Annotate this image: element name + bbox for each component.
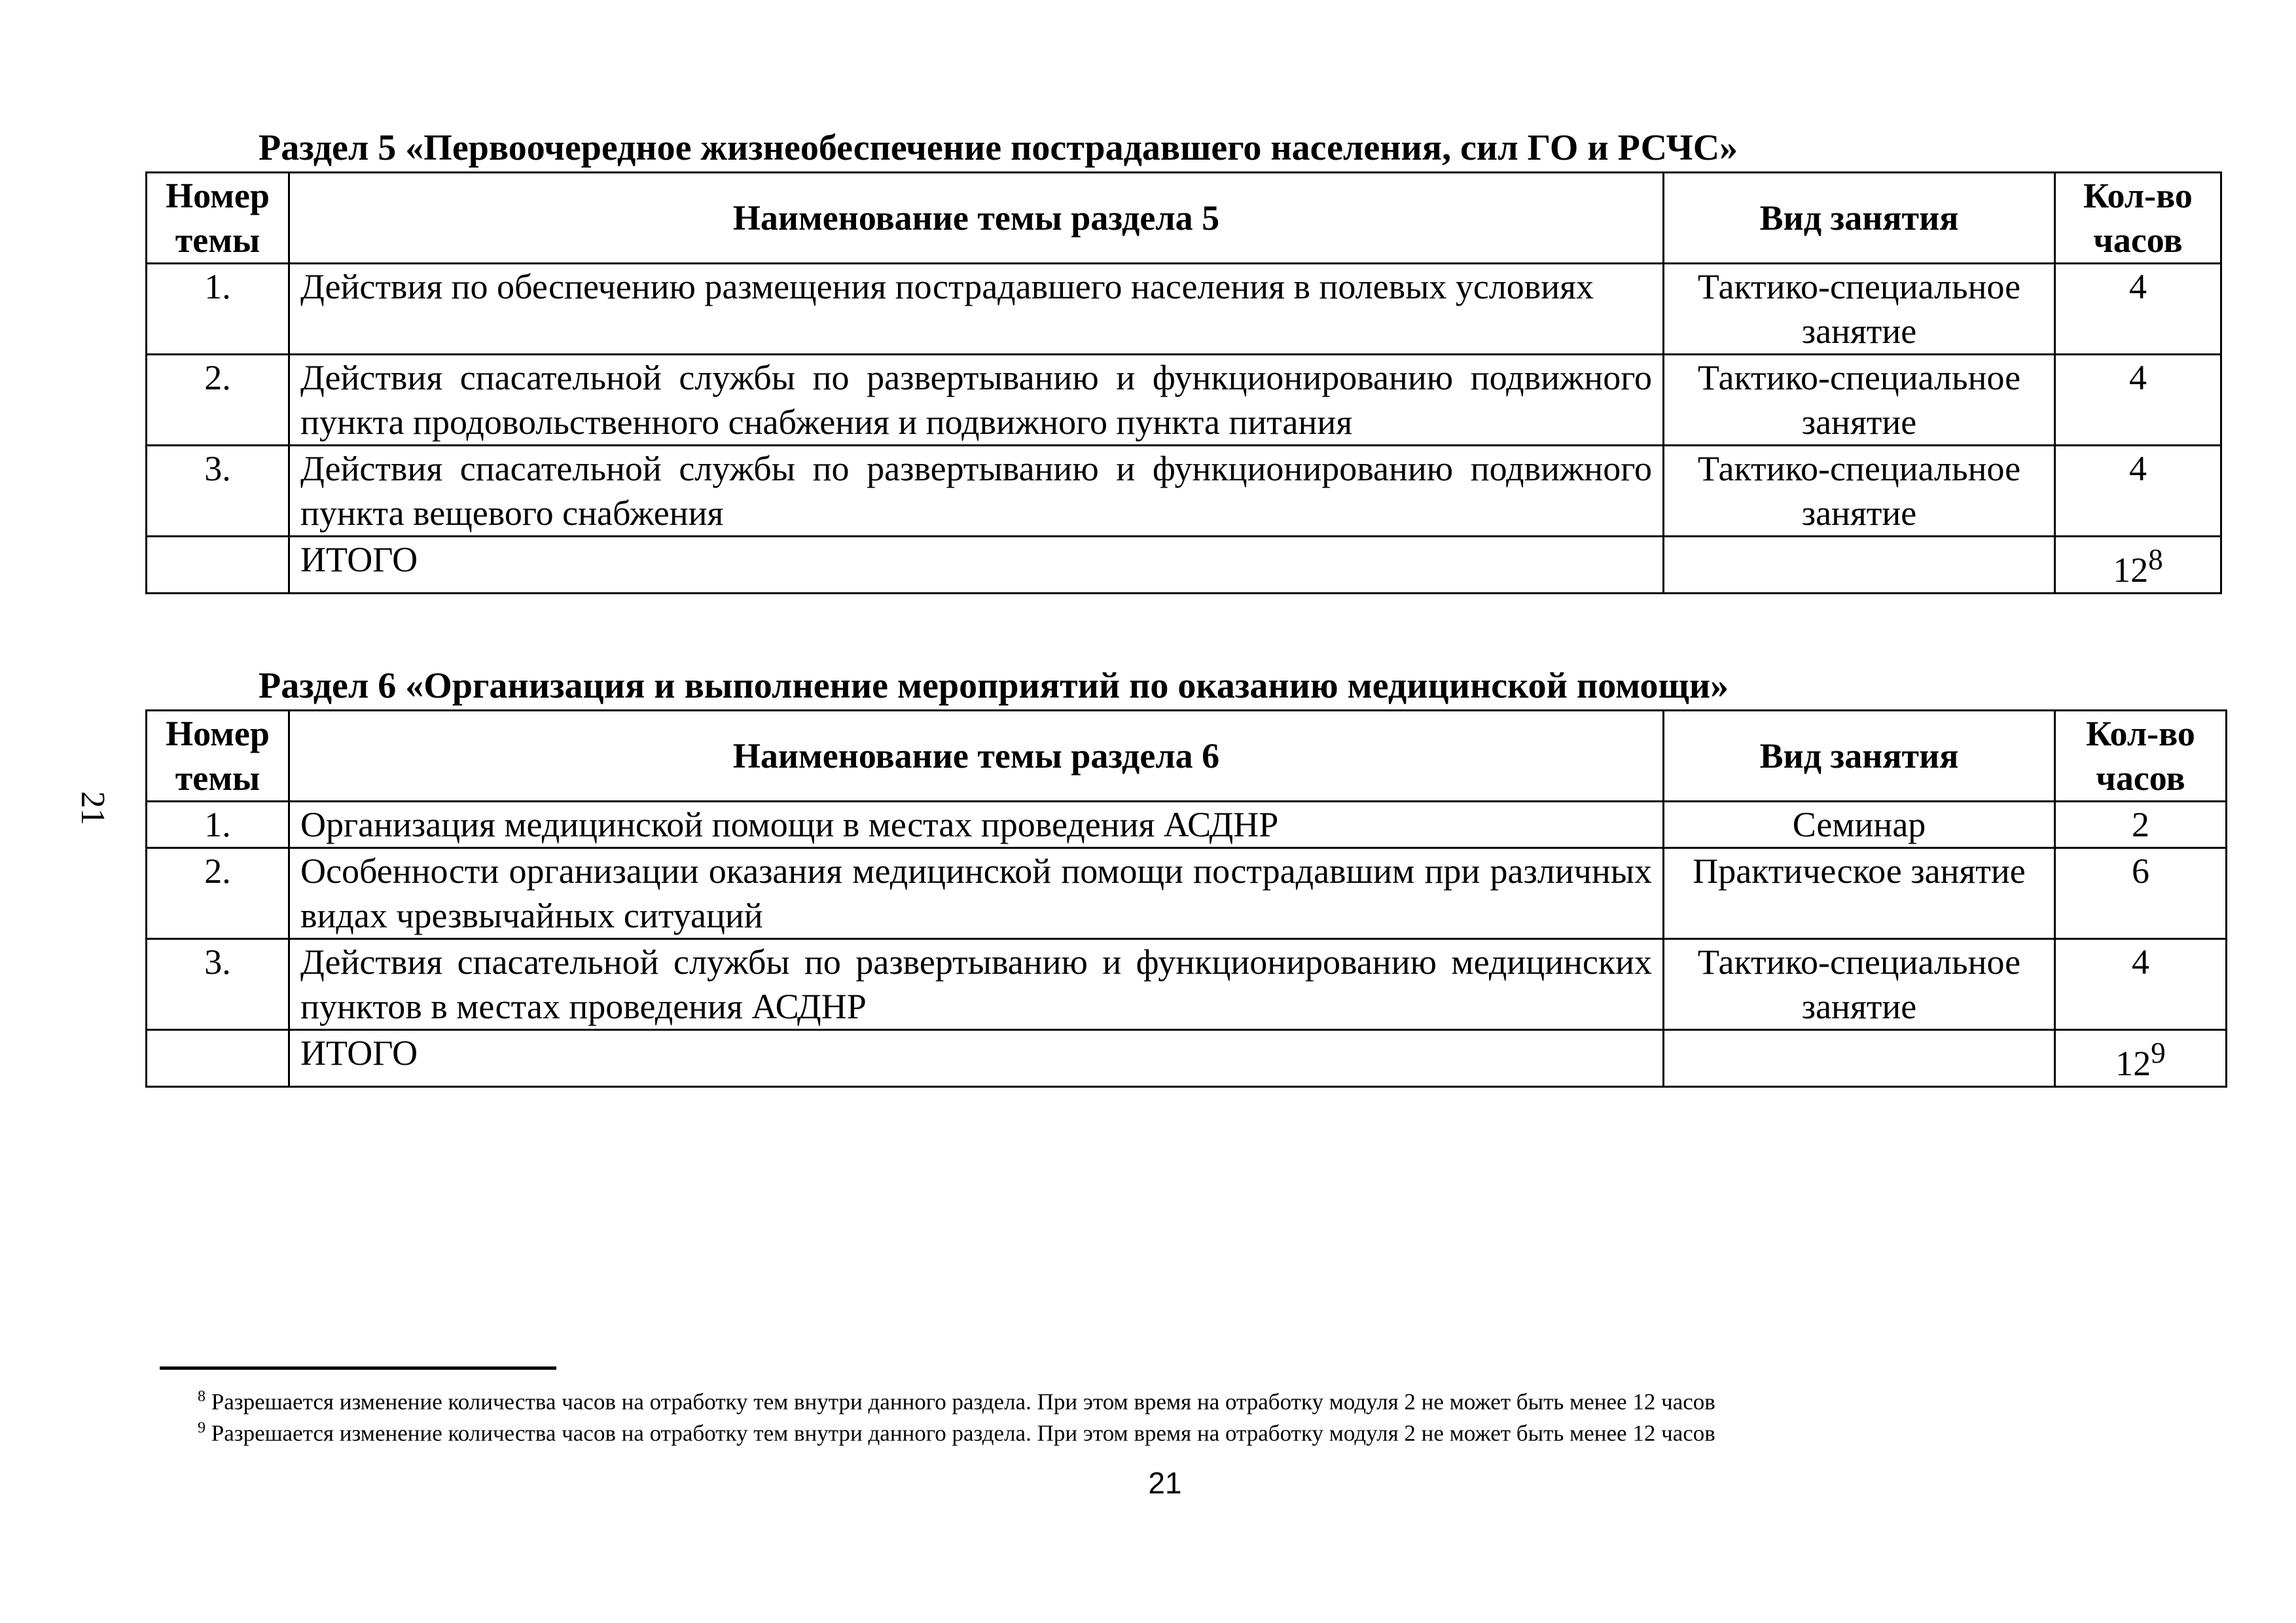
topic-number: 1. — [147, 264, 289, 355]
header-hours: Кол-во часов — [2055, 711, 2227, 802]
class-type: Тактико-специальное занятие — [1664, 355, 2055, 446]
hours: 4 — [2055, 264, 2221, 355]
footnote-mark: 8 — [198, 1388, 206, 1405]
class-type: Тактико-специальное занятие — [1664, 264, 2055, 355]
table-row — [147, 802, 2227, 848]
header-topic-name: Наименование темы раздела 6 — [289, 711, 1664, 802]
footnote — [198, 1382, 1715, 1417]
side-page-number: 21 — [74, 791, 111, 825]
topic-name: Действия спасательной службы по развертыванию и функционированию подвижного пункта продовольственного снабжения и подвижного пункта питания — [289, 355, 1664, 446]
table-row — [147, 355, 2221, 446]
section-6-table — [145, 709, 2227, 1088]
total-hours-cell — [2055, 537, 2221, 594]
total-label: ИТОГО — [289, 1030, 1664, 1087]
footnote-ref: 9 — [2151, 1037, 2166, 1069]
total-hours: 12 — [2113, 550, 2149, 590]
topic-number: 2. — [147, 848, 289, 939]
hours: 4 — [2055, 355, 2221, 446]
empty-cell — [1664, 537, 2055, 594]
page-number: 21 — [1148, 1466, 1182, 1500]
header-topic-number: Номер темы — [147, 711, 289, 802]
footnote-text: Разрешается изменение количества часов на отработку тем внутри данного раздела. При этом время на отработку модуля 2 не может быть менее 12 часов — [211, 1389, 1715, 1415]
topic-name: Организация медицинской помощи в местах проведения АСДНР — [289, 802, 1664, 848]
footnote-mark: 9 — [198, 1419, 206, 1436]
topic-number: 3. — [147, 939, 289, 1030]
empty-cell — [147, 1030, 289, 1087]
table-row — [147, 446, 2221, 537]
total-row — [147, 537, 2221, 594]
empty-cell — [1664, 1030, 2055, 1087]
hours: 4 — [2055, 939, 2227, 1030]
hours: 2 — [2055, 802, 2227, 848]
table-header-row — [147, 173, 2221, 264]
topic-name: Действия спасательной службы по развертыванию и функционированию медицинских пунктов в местах проведения АСДНР — [289, 939, 1664, 1030]
total-hours: 12 — [2115, 1044, 2151, 1083]
section-5-table — [145, 171, 2222, 594]
footnote — [198, 1414, 1715, 1448]
total-row — [147, 1030, 2227, 1087]
table-row — [147, 848, 2227, 939]
total-hours-cell — [2055, 1030, 2227, 1087]
topic-name: Действия по обеспечению размещения пострадавшего населения в полевых условиях — [289, 264, 1664, 355]
footnote-ref: 8 — [2148, 543, 2163, 576]
empty-cell — [147, 537, 289, 594]
table-header-row — [147, 711, 2227, 802]
header-hours: Кол-во часов — [2055, 173, 2221, 264]
topic-number: 3. — [147, 446, 289, 537]
class-type: Семинар — [1664, 802, 2055, 848]
topic-name: Особенности организации оказания медицинской помощи пострадавшим при различных видах чрезвычайных ситуаций — [289, 848, 1664, 939]
total-label: ИТОГО — [289, 537, 1664, 594]
hours: 4 — [2055, 446, 2221, 537]
hours: 6 — [2055, 848, 2227, 939]
section-5-title: Раздел 5 «Первоочередное жизнеобеспечение пострадавшего населения, сил ГО и РСЧС» — [259, 128, 1738, 168]
class-type: Практическое занятие — [1664, 848, 2055, 939]
class-type: Тактико-специальное занятие — [1664, 446, 2055, 537]
section-6-title: Раздел 6 «Организация и выполнение мероприятий по оказанию медицинской помощи» — [259, 666, 1729, 706]
topic-number: 1. — [147, 802, 289, 848]
header-class-type: Вид занятия — [1664, 173, 2055, 264]
footnote-text: Разрешается изменение количества часов на отработку тем внутри данного раздела. При этом время на отработку модуля 2 не может быть менее 12 часов — [211, 1420, 1715, 1446]
header-topic-name: Наименование темы раздела 5 — [289, 173, 1664, 264]
table-row — [147, 264, 2221, 355]
topic-name: Действия спасательной службы по развертыванию и функционированию подвижного пункта вещевого снабжения — [289, 446, 1664, 537]
table-row — [147, 939, 2227, 1030]
footnote-separator — [160, 1366, 556, 1370]
topic-number: 2. — [147, 355, 289, 446]
header-topic-number: Номер темы — [147, 173, 289, 264]
header-class-type: Вид занятия — [1664, 711, 2055, 802]
class-type: Тактико-специальное занятие — [1664, 939, 2055, 1030]
